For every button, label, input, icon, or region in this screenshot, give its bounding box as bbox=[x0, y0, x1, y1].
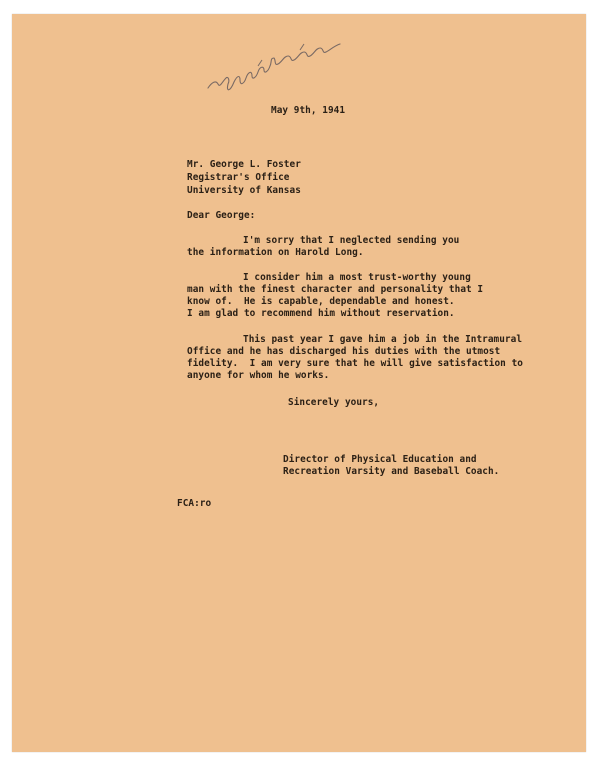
letter-date: May 9th, 1941 bbox=[271, 105, 346, 116]
address-line-1: Mr. George L. Foster bbox=[187, 159, 301, 170]
paragraph-3-line-2: Office and he has discharged his duties with the utmost bbox=[187, 346, 501, 357]
salutation: Dear George: bbox=[187, 210, 256, 221]
paragraph-2-line-1: I consider him a most trust-worthy young bbox=[243, 272, 471, 283]
address-line-2: Registrar's Office bbox=[187, 172, 290, 183]
paragraph-2-line-2: man with the finest character and personality that I bbox=[187, 284, 484, 295]
signature-line-1: Director of Physical Education and bbox=[283, 454, 477, 465]
paragraph-3-line-4: anyone for whom he works. bbox=[187, 370, 330, 381]
paragraph-1-line-1: I'm sorry that I neglected sending you bbox=[243, 235, 460, 246]
paragraph-2-line-4: I am glad to recommend him without reservation. bbox=[187, 308, 455, 319]
letter-page bbox=[12, 14, 586, 752]
paragraph-3-line-3: fidelity. I am very sure that he will give satisfaction to bbox=[187, 358, 523, 369]
typist-initials: FCA:ro bbox=[177, 498, 212, 509]
paragraph-3-line-1: This past year I gave him a job in the Intramural bbox=[243, 334, 523, 345]
closing: Sincerely yours, bbox=[288, 397, 380, 408]
paragraph-2-line-3: know of. He is capable, dependable and honest. bbox=[187, 296, 455, 307]
address-line-3: University of Kansas bbox=[187, 185, 301, 196]
signature-line-2: Recreation Varsity and Baseball Coach. bbox=[283, 466, 500, 477]
paragraph-1-line-2: the information on Harold Long. bbox=[187, 247, 364, 258]
handwritten-annotation bbox=[200, 36, 350, 96]
